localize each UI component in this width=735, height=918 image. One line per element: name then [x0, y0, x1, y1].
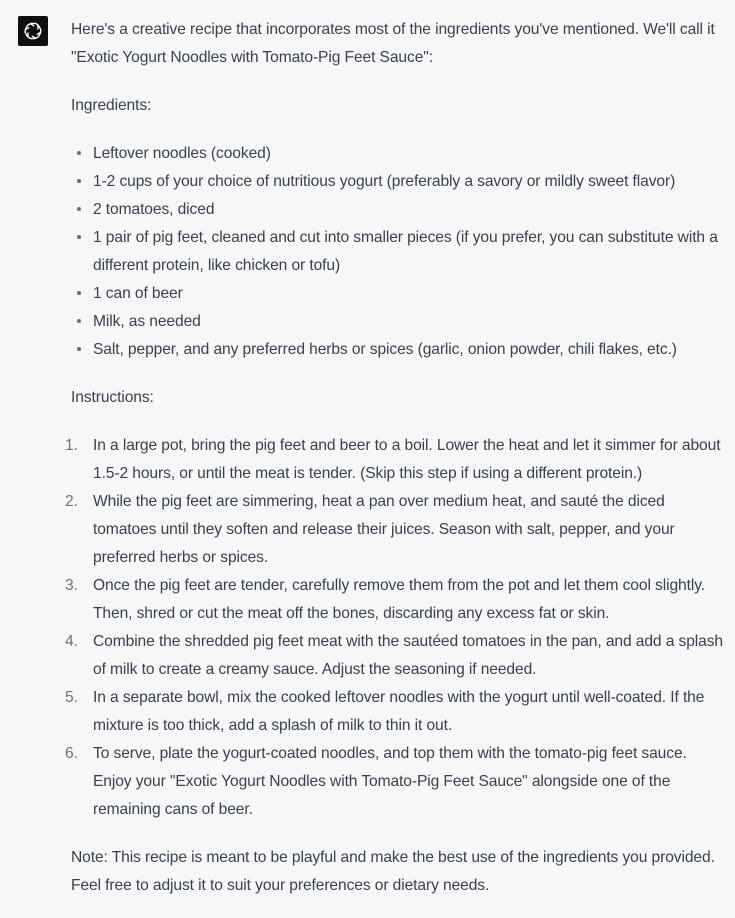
intro-paragraph: Here's a creative recipe that incorporates most of the ingredients you've mentioned. We'll call it "Exotic Yogurt Noodles with Tomato-Pig Feet Sauce": — [71, 21, 715, 66]
instruction-step — [65, 572, 729, 628]
ingredient-item: 1-2 cups of your choice of nutritious yogurt (preferably a savory or mildly sweet flavor) — [71, 168, 729, 196]
openai-logo-icon — [22, 20, 44, 42]
message-content — [65, 16, 729, 900]
ingredient-item: 1 pair of pig feet, cleaned and cut into smaller pieces (if you prefer, you can substitute with a different protein, like chicken or tofu) — [71, 224, 729, 280]
note-paragraph: Note: This recipe is meant to be playful and make the best use of the ingredients you provided. Feel free to adjust it to suit your preferences or dietary needs. — [71, 849, 715, 894]
step-number: 6. — [65, 745, 78, 762]
instruction-step — [65, 628, 729, 684]
step-number: 2. — [65, 493, 78, 510]
step-text: Combine the shredded pig feet meat with the sautéed tomatoes in the pan, and add a splash of milk to create a creamy sauce. Adjust the seasoning if needed. — [93, 633, 724, 678]
step-text: While the pig feet are simmering, heat a pan over medium heat, and sauté the diced tomatoes until they soften and release their juices. Season with salt, pepper, and your preferred herbs or spices. — [93, 493, 675, 566]
ingredients-list — [71, 140, 729, 364]
instruction-step — [65, 432, 729, 488]
step-text: Once the pig feet are tender, carefully remove them from the pot and let them cool slightly. Then, shred or cut the meat off the bones, discarding any excess fat or skin. — [93, 577, 705, 622]
step-text: In a large pot, bring the pig feet and beer to a boil. Lower the heat and let it simmer for about 1.5-2 hours, or until the meat is tender. (Skip this step if using a different protein.) — [93, 437, 721, 482]
step-number: 4. — [65, 633, 78, 650]
instructions-heading: Instructions: — [71, 389, 154, 406]
instructions-list — [65, 432, 729, 824]
step-text: In a separate bowl, mix the cooked leftover noodles with the yogurt until well-coated. If the mixture is too thick, add a splash of milk to thin it out. — [93, 689, 705, 734]
ingredient-item: 1 can of beer — [71, 280, 729, 308]
ingredient-item: Salt, pepper, and any preferred herbs or spices (garlic, onion powder, chili flakes, etc.) — [71, 336, 729, 364]
instruction-step — [65, 488, 729, 572]
step-number: 3. — [65, 577, 78, 594]
ingredient-item: Milk, as needed — [71, 308, 729, 336]
instruction-step — [65, 740, 729, 824]
step-text: To serve, plate the yogurt-coated noodles, and top them with the tomato-pig feet sauce. Enjoy your "Exotic Yogurt Noodles with Tomato-Pig Feet Sauce" alongside one of the remaining cans of beer. — [93, 745, 687, 818]
ingredient-item: 2 tomatoes, diced — [71, 196, 729, 224]
ingredient-item: Leftover noodles (cooked) — [71, 140, 729, 168]
assistant-avatar — [18, 16, 48, 46]
step-number: 5. — [65, 689, 78, 706]
step-number: 1. — [65, 437, 78, 454]
ingredients-heading: Ingredients: — [71, 97, 152, 114]
instruction-step — [65, 684, 729, 740]
